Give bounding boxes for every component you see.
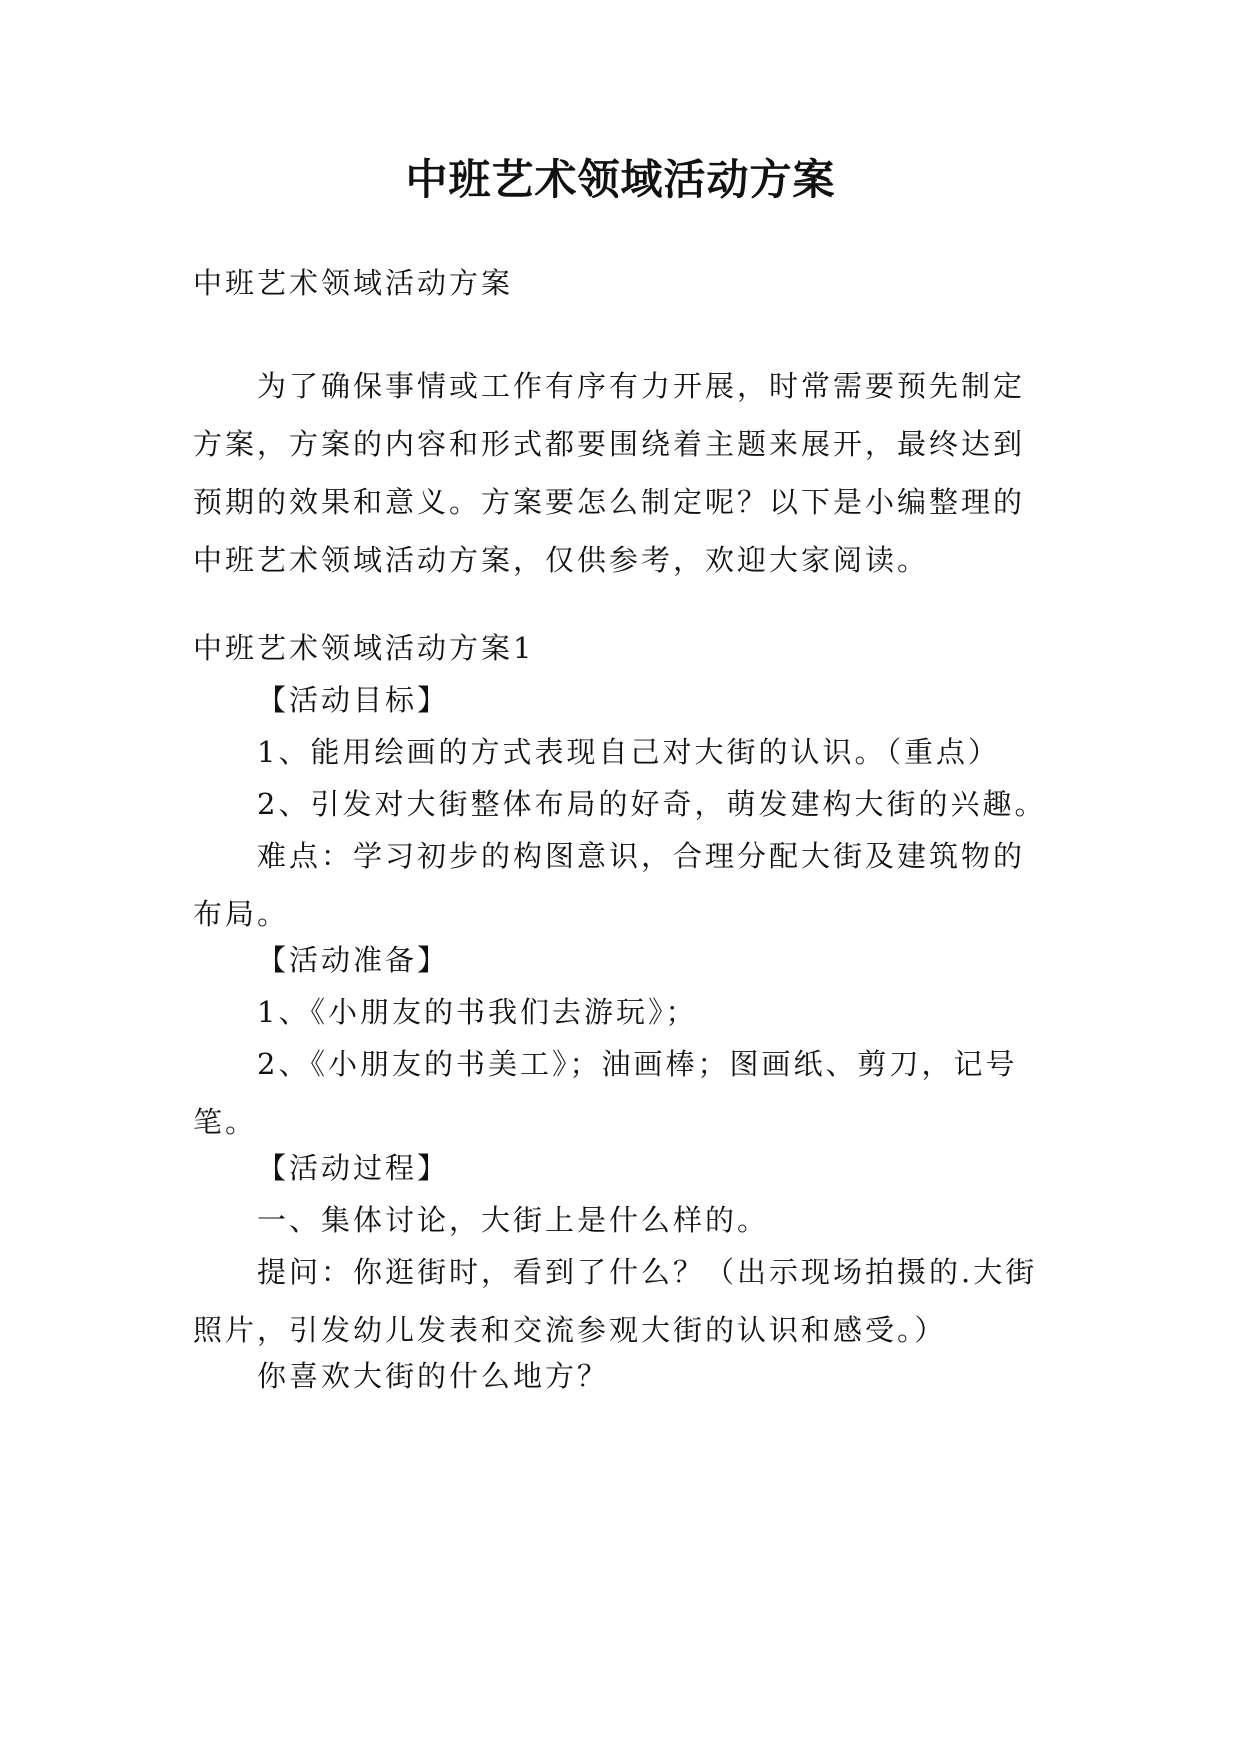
document-title: 中班艺术领域活动方案 xyxy=(405,155,836,204)
goal-heading: 【活动目标】 xyxy=(257,683,450,717)
process-item-1: 一、集体讨论，大街上是什么样的。 xyxy=(257,1203,770,1237)
intro-paragraph: 为了确保事情或工作有序有力开展，时常需要预先制定方案，方案的内容和形式都要围绕着主题来展开，最终达到预期的效果和意义。方案要怎么制定呢？以下是小编整理的中班艺术领域活动方案，仅供参考，欢迎大家阅读。 xyxy=(193,369,1026,577)
question-paragraph-2: 你喜欢大街的什么地方？ xyxy=(257,1359,610,1393)
process-heading: 【活动过程】 xyxy=(257,1151,450,1185)
prep-heading: 【活动准备】 xyxy=(257,943,450,977)
document-subtitle: 中班艺术领域活动方案 xyxy=(193,266,514,300)
question-paragraph-1: 提问：你逛街时，看到了什么？（出示现场拍摄的.大街照片，引发幼儿发表和交流参观大街的认识和感受。） xyxy=(193,1255,1038,1347)
prep-item-1: 1、《小朋友的书我们去游玩》； xyxy=(257,995,698,1029)
prep-item-2: 2、《小朋友的书美工》；油画棒；图画纸、剪刀，记号笔。 xyxy=(193,1047,1018,1139)
goal-item-1: 1、能用绘画的方式表现自己对大街的认识。（重点） xyxy=(257,735,1000,769)
difficulty-paragraph: 难点：学习初步的构图意识，合理分配大街及建筑物的布局。 xyxy=(193,839,1026,931)
section-heading: 中班艺术领域活动方案1 xyxy=(193,631,535,665)
goal-item-2: 2、引发对大街整体布局的好奇，萌发建构大街的兴趣。 xyxy=(257,787,1047,821)
